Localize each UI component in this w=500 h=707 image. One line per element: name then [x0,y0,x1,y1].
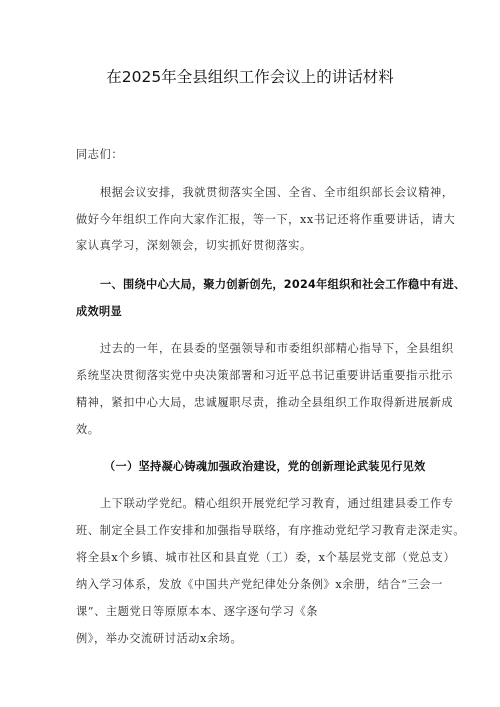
salutation: 同志们： [76,148,124,161]
section1-body-line-3: 精神，紧扣中心大局，忠诚履职尽责，推动全县组织工作取得新进展新成 [76,396,454,409]
subsection-body-line-6: 例》，举办交流研讨活动x余场。 [76,632,243,645]
subsection-body-line-3: 将全县x个乡镇、城市社区和县直党（工）委，x个基层党支部（党总支） [76,551,456,564]
intro-line-2: 做好今年组织工作向大家作汇报，等一下，xx书记还将作重要讲话，请大 [76,213,456,226]
section1-body-line-2: 系统坚决贯彻落实党中央决策部署和习近平总书记重要讲话重要指示批示 [76,369,454,382]
section1-body-line-1: 过去的一年，在县委的坚强领导和市委组织部精心指导下，全县组织 [100,342,454,355]
subsection-body-line-1: 上下联动学党纪。精心组织开展党纪学习教育，通过组建县委工作专 [100,497,454,510]
intro-line-3: 家认真学习，深刻领会，切实抓好贯彻落实。 [76,239,312,252]
document-title: 在2025年全县组织工作会议上的讲话材料 [106,68,394,86]
intro-line-1: 根据会议安排，我就贯彻落实全国、全省、全市组织部长会议精神， [100,186,454,199]
section-heading-line-2: 成效明显 [76,305,122,318]
subsection-body-line-5: 课”、主题党日等原原本本、逐字逐句学习《条 [76,605,319,618]
subsection-heading: （一）坚持凝心铸魂加强政治建设，党的创新理论武装见行见效 [104,460,426,473]
subsection-body-line-2: 班、制定全县工作安排和加强指导联络，有序推动党纪学习教育走深走实。 [76,524,465,537]
subsection-body-line-4: 纳入学习体系，发放《中国共产党纪律处分条例》x余册，结合“三会一 [76,578,443,591]
section-heading-line-1: 一、围绕中心大局，聚力创新创先，2024年组织和社会工作稳中有进、 [100,278,466,291]
section1-body-line-4: 效。 [76,423,100,436]
